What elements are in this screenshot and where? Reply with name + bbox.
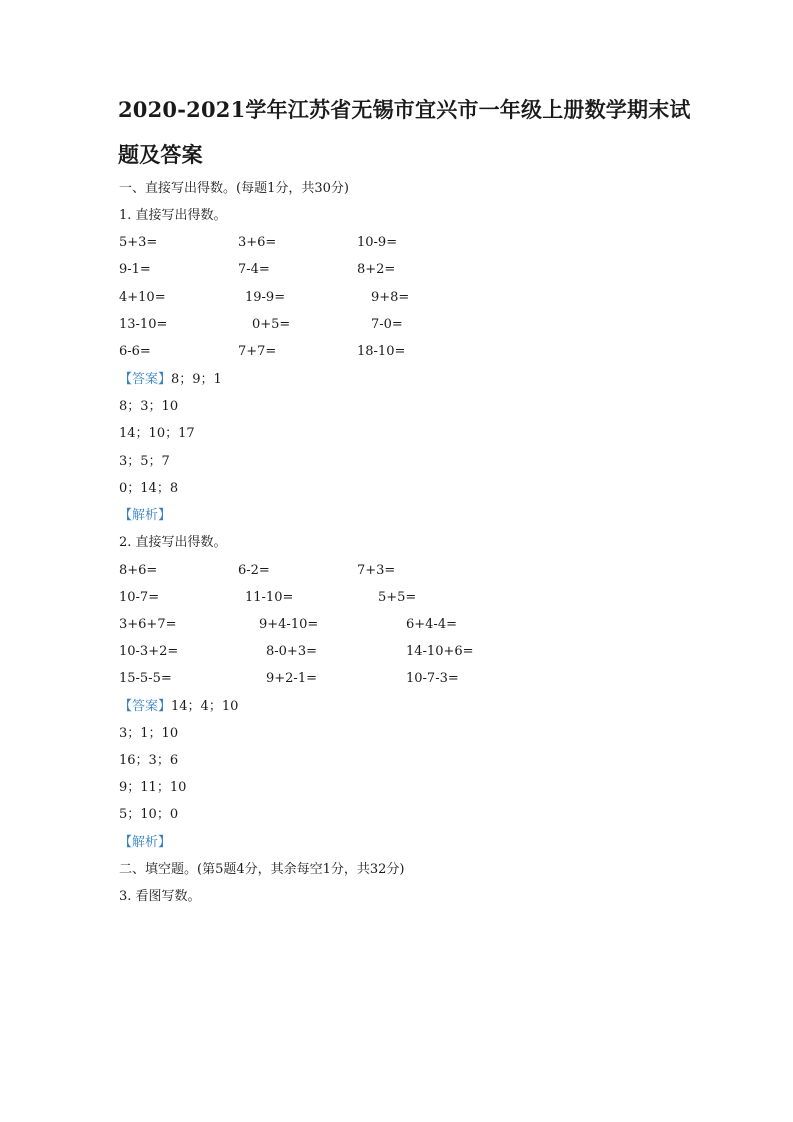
section-1-heading: 一、直接写出得数。(每题1分，共30分) bbox=[119, 181, 349, 196]
problem: 6-6= bbox=[119, 344, 151, 359]
problem: 7+3= bbox=[357, 563, 396, 578]
problem: 4+10= bbox=[119, 290, 166, 305]
section-2-heading: 二、填空题。(第5题4分，其余每空1分，共32分) bbox=[119, 862, 405, 877]
question-1-answer-line-2: 8；3；10 bbox=[119, 399, 179, 414]
problem: 9-1= bbox=[119, 262, 151, 277]
problem: 19-9= bbox=[245, 290, 286, 305]
answer-text: 14；4；10 bbox=[171, 699, 239, 714]
question-3-label: 3. 看图写数。 bbox=[119, 889, 201, 904]
problem: 9+4-10= bbox=[259, 617, 319, 632]
problem: 6+4-4= bbox=[406, 617, 457, 632]
problem: 3+6= bbox=[238, 235, 277, 250]
problem: 10-7= bbox=[119, 590, 160, 605]
question-1-analysis-tag: 【解析】 bbox=[119, 508, 172, 523]
problem: 7+7= bbox=[238, 344, 277, 359]
question-2-answer-line-4: 9；11；10 bbox=[119, 780, 187, 795]
answer-tag: 【答案】 bbox=[119, 372, 172, 387]
document-title-line-2: 题及答案 bbox=[118, 142, 203, 167]
question-2-answer-line-5: 5；10；0 bbox=[119, 807, 179, 822]
question-2-analysis-tag: 【解析】 bbox=[119, 835, 172, 850]
problem: 7-4= bbox=[238, 262, 270, 277]
problem: 0+5= bbox=[252, 317, 291, 332]
question-1-label: 1. 直接写出得数。 bbox=[119, 208, 227, 223]
question-2-answer-line-3: 16；3；6 bbox=[119, 753, 179, 768]
problem: 10-3+2= bbox=[119, 644, 179, 659]
question-1-answer-line-1 bbox=[119, 372, 222, 388]
problem: 5+5= bbox=[378, 590, 417, 605]
problem: 8-0+3= bbox=[266, 644, 317, 659]
problem: 14-10+6= bbox=[406, 644, 474, 659]
problem: 18-10= bbox=[357, 344, 406, 359]
problem: 5+3= bbox=[119, 235, 158, 250]
problem: 8+2= bbox=[357, 262, 396, 277]
problem: 7-0= bbox=[371, 317, 403, 332]
answer-tag: 【答案】 bbox=[119, 699, 172, 714]
problem: 9+2-1= bbox=[266, 671, 317, 686]
problem: 10-9= bbox=[357, 235, 398, 250]
document-title-line-1: 2020-2021学年江苏省无锡市宜兴市一年级上册数学期末试 bbox=[118, 97, 691, 122]
question-2-answer-line-2: 3；1；10 bbox=[119, 726, 179, 741]
problem: 11-10= bbox=[245, 590, 294, 605]
question-2-answer-line-1 bbox=[119, 699, 238, 715]
question-1-answer-line-5: 0；14；8 bbox=[119, 481, 179, 496]
problem: 6-2= bbox=[238, 563, 270, 578]
problem: 10-7-3= bbox=[406, 671, 459, 686]
problem: 15-5-5= bbox=[119, 671, 172, 686]
problem: 9+8= bbox=[371, 290, 410, 305]
problem: 3+6+7= bbox=[119, 617, 177, 632]
problem: 8+6= bbox=[119, 563, 158, 578]
answer-text: 8；9；1 bbox=[171, 372, 222, 387]
question-2-label: 2. 直接写出得数。 bbox=[119, 535, 227, 550]
question-1-answer-line-4: 3；5；7 bbox=[119, 454, 170, 469]
problem: 13-10= bbox=[119, 317, 168, 332]
question-1-answer-line-3: 14；10；17 bbox=[119, 426, 195, 441]
